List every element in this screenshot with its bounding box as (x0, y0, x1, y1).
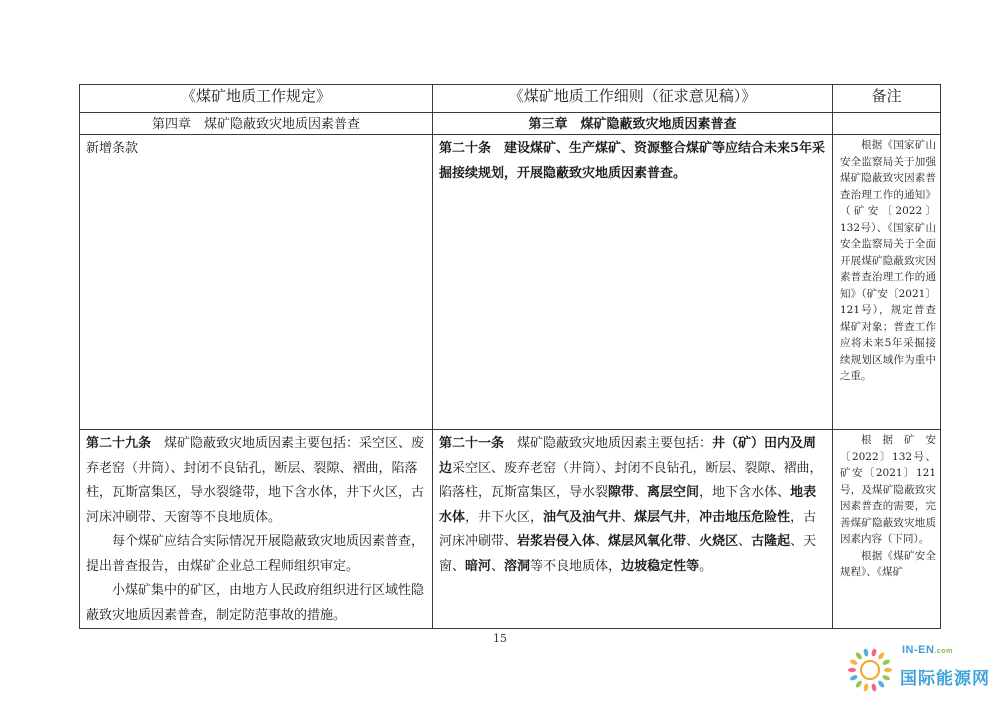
article-title: 第二十条 (439, 141, 492, 156)
article-text-segment: 溶洞 (504, 558, 531, 574)
article-text-segment: 煤层风氧化带 (608, 534, 687, 549)
remark-text: 根据《国家矿山安全监察局关于加强煤矿隐蔽致灾因素普查治理工作的通知》（矿安〔2022〕132号）、《国家矿山安全监察局关于全面开展煤矿隐蔽致灾因素普查治理工作的通知》（矿安〔2021〕121号），规定普查煤矿对象；普查工作应将未来5年采掘接续规划区域作为重中之重。 (840, 139, 936, 382)
table-row (80, 135, 941, 430)
article-paragraph: 每个煤矿应结合实际情况开展隐蔽致灾地质因素普查，提出普查报告，由煤矿企业总工程师组织审定。 (86, 534, 425, 574)
table-header-row (80, 85, 941, 113)
table-row (80, 430, 941, 629)
article-text-segment: 、 (491, 558, 505, 574)
article-text-segment: 油气及油气井 (543, 509, 622, 525)
article-text-segment: 边坡稳定性等 (621, 558, 700, 574)
article-text-segment: 煤矿隐蔽致灾地质因素主要包括： (504, 436, 713, 451)
old-article-cell (80, 135, 433, 430)
article-text-segment: ， (686, 509, 700, 525)
watermark-cn: 国际能源网 (900, 669, 990, 689)
old-article-cell (80, 430, 433, 629)
article-text-segment: 离层空间 (647, 485, 700, 500)
article-title: 第二十一条 (439, 436, 505, 451)
watermark-en: IN-EN.com (902, 644, 953, 656)
comparison-table (79, 84, 941, 629)
article-text-segment: 等不良地质体， (530, 558, 622, 574)
new-clause-label: 新增条款 (86, 141, 139, 156)
article-text-segment: 、 (595, 534, 609, 549)
article-text-segment: 。 (699, 558, 713, 574)
chapter-row (80, 113, 941, 135)
remark-cell (833, 430, 941, 629)
remark-text: 根据矿安〔2022〕132号、矿安〔2021〕121号，及煤矿隐蔽致灾因素普查的需要，完善煤矿隐蔽致灾地质因素内容（下同）。 (840, 434, 936, 545)
chapter-old: 第四章 煤矿隐蔽致灾地质因素普查 (80, 113, 433, 135)
article-text-segment: 、 (738, 534, 752, 549)
article-text-segment: 、 (634, 485, 648, 500)
article-text-segment: 煤层气井 (634, 509, 687, 525)
new-article-cell (433, 430, 833, 629)
article-text-segment: 地表水体 (439, 485, 817, 525)
article-text-segment: 岩浆岩侵入体 (517, 534, 596, 549)
article-title: 第二十九条 (86, 436, 152, 451)
sun-logo-icon (840, 636, 900, 700)
article-text-segment: ，古河床冲刷带、 (439, 509, 817, 549)
watermark-logo (840, 636, 990, 700)
header-remarks: 备注 (833, 85, 941, 113)
article-text-segment: 、 (621, 509, 635, 525)
article-text: 建设煤矿、生产煤矿、资源整合煤矿等应结合未来5年采掘接续规划，开展隐蔽致灾地质因素普查。 (439, 141, 826, 181)
article-text-segment: 井（矿）田内及周边 (439, 436, 817, 476)
remark-text: 根据《煤矿安全规程》、《煤矿 (840, 549, 936, 578)
article-text-segment: 、天窗、 (439, 534, 817, 574)
page-number: 15 (493, 632, 507, 645)
article-text-segment: 火烧区 (699, 534, 739, 549)
remark-cell (833, 135, 941, 430)
chapter-new: 第三章 煤矿隐蔽致灾地质因素普查 (433, 113, 833, 135)
article-text: 煤矿隐蔽致灾地质因素主要包括：采空区、废弃老窑（井筒）、封闭不良钻孔，断层、裂隙、褶曲，陷落柱，瓦斯富集区，导水裂缝带，地下含水体，井下火区，古河床冲刷带、天窗等不良地质体。 (86, 436, 425, 525)
article-text-segment: ，地下含水体、 (699, 485, 791, 500)
new-article-cell (433, 135, 833, 430)
article-text-segment: 、 (686, 534, 700, 549)
article-text-segment: 隙带 (608, 485, 635, 500)
article-text-segment: 冲击地压危险性 (699, 509, 791, 525)
article-text-segment: 古隆起 (751, 534, 791, 549)
article-text-segment: ，井下火区， (465, 509, 544, 525)
article-text-segment: 暗河 (465, 558, 492, 574)
header-old-regulation: 《煤矿地质工作规定》 (80, 85, 433, 113)
article-paragraph: 小煤矿集中的矿区，由地方人民政府组织进行区域性隐蔽致灾地质因素普查，制定防范事故的措施。 (86, 583, 425, 623)
article-text-segment: 采空区、废弃老窑（井筒）、封闭不良钻孔，断层、裂隙、褶曲，陷落柱，瓦斯富集区，导水裂 (439, 460, 823, 500)
chapter-remarks-empty (833, 113, 941, 135)
header-new-rules: 《煤矿地质工作细则（征求意见稿）》 (433, 85, 833, 113)
